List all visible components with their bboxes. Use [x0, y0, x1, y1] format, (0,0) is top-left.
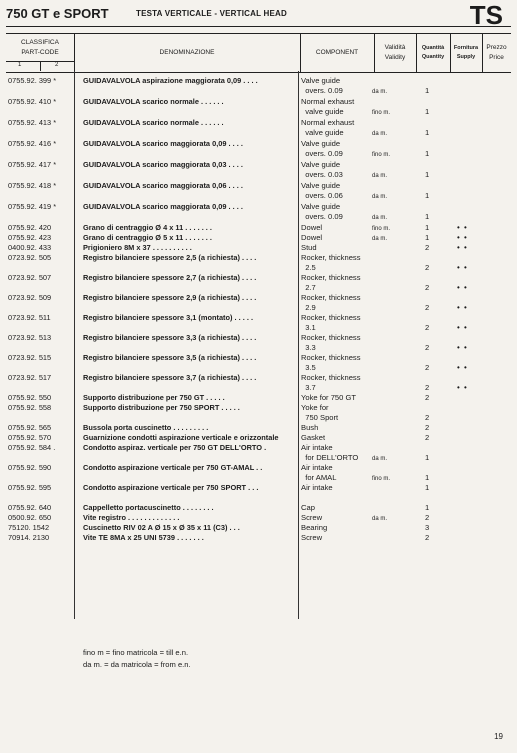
part-component: Rocker, thickness 3.7 [301, 373, 361, 392]
part-quantity: 2 [425, 343, 430, 352]
col-supply [450, 34, 483, 72]
part-validity: fino m. [372, 226, 391, 232]
part-validity: fino m. [372, 110, 391, 116]
part-quantity: 2 [425, 513, 430, 522]
part-description: Vite TE 8MA x 25 UNI 5739 . . . . . . . [83, 533, 204, 542]
part-validity: da m. [372, 131, 388, 137]
part-component: Gasket [301, 433, 326, 442]
part-description: Prigioniero 8M x 37 . . . . . . . . . . [83, 243, 192, 252]
part-code: 0755.92. 416 * [8, 139, 57, 148]
part-description: GUIDAVALVOLA scarico maggiorata 0,09 . . . . [83, 139, 243, 148]
part-validity: da m. [372, 215, 388, 221]
col-quantity-line2: Quantity [421, 54, 445, 60]
part-description: Registro bilanciere spessore 2,5 (a richiesta) . . . . [83, 253, 257, 262]
part-component: Rocker, thickness 2.9 [301, 293, 361, 312]
part-description: Registro bilanciere spessore 2,7 (a richiesta) . . . . [83, 273, 257, 282]
part-description: GUIDAVALVOLA scarico normale . . . . . . [83, 97, 224, 106]
part-description: Grano di centraggio Ø 5 x 11 . . . . . . . [83, 233, 212, 242]
part-component: Rocker, thickness 2.7 [301, 273, 361, 292]
part-supply: • • [457, 263, 468, 272]
part-quantity: 2 [425, 433, 430, 442]
part-quantity: 1 [425, 128, 430, 137]
part-code: 0723.92. 509 [8, 293, 52, 302]
part-description: Supporto distribuzione per 750 SPORT . . . . . [83, 403, 240, 412]
col-part-code-line1: CLASSIFICA [21, 39, 59, 46]
part-code: 0755.92. 565 [8, 423, 52, 432]
part-validity: da m. [372, 173, 388, 179]
part-component: Rocker, thickness 3.3 [301, 333, 361, 352]
part-code: 0755.92. 595 [8, 483, 52, 492]
part-supply: • • [457, 363, 468, 372]
column-rule [74, 71, 75, 619]
part-code: 0723.92. 517 [8, 373, 52, 382]
part-quantity: 1 [425, 453, 430, 462]
part-validity: fino m. [372, 476, 391, 482]
part-component: Yoke for 750 Sport [301, 403, 339, 422]
part-component: Air intake for AMAL [301, 463, 337, 482]
part-description: Cappelletto portacuscinetto . . . . . . . . [83, 503, 214, 512]
part-quantity: 1 [425, 233, 430, 242]
part-code: 0755.92. 550 [8, 393, 52, 402]
part-code: 70914. 2130 [8, 533, 50, 542]
part-component: Dowel [301, 223, 323, 232]
part-description: GUIDAVALVOLA scarico normale . . . . . . [83, 118, 224, 127]
part-component: Rocker, thickness 2.5 [301, 253, 361, 272]
part-code: 0755.92. 417 * [8, 160, 57, 169]
part-code: 0723.92. 505 [8, 253, 52, 262]
col-supply-line1: Fornitura [453, 45, 479, 52]
part-supply: • • [457, 223, 468, 232]
part-component: Valve guide overs. 0.06 [301, 181, 343, 200]
part-quantity: 2 [425, 283, 430, 292]
part-quantity: 1 [425, 149, 430, 158]
part-component: Cap [301, 503, 315, 512]
part-quantity: 2 [425, 413, 430, 422]
part-validity: fino m. [372, 152, 391, 158]
part-component: Normal exhaust valve guide [301, 118, 355, 137]
part-component: Valve guide overs. 0.09 [301, 76, 343, 95]
col-quantity-line1: Quantità [421, 45, 445, 52]
part-supply: • • [457, 383, 468, 392]
footnote-from: da m. = da matricola = from e.n. [83, 660, 191, 669]
part-description: Registro bilanciere spessore 3,7 (a richiesta) . . . . [83, 373, 257, 382]
section-code: TS [469, 0, 503, 30]
part-component: Bush [301, 423, 319, 432]
part-description: Supporto distribuzione per 750 GT . . . . . [83, 393, 225, 402]
part-code: 0755.92. 410 * [8, 97, 57, 106]
part-code: 0755.92. 558 [8, 403, 52, 412]
header-rule [6, 26, 511, 27]
col-validity-line2: Validity [384, 54, 406, 61]
part-component: Dowel [301, 233, 323, 242]
part-quantity: 1 [425, 212, 430, 221]
col-price [482, 34, 511, 72]
part-supply: • • [457, 343, 468, 352]
col-denominazione: DENOMINAZIONE [74, 34, 301, 72]
part-description: GUIDAVALVOLA scarico maggiorata 0,03 . . . . [83, 160, 243, 169]
part-component: Screw [301, 513, 323, 522]
part-quantity: 2 [425, 383, 430, 392]
part-component: Stud [301, 243, 317, 252]
part-description: Registro bilanciere spessore 3,5 (a richiesta) . . . . [83, 353, 257, 362]
part-supply: • • [457, 283, 468, 292]
part-quantity: 1 [425, 107, 430, 116]
part-component: Valve guide overs. 0.09 [301, 139, 343, 158]
part-validity: da m. [372, 456, 388, 462]
footnote-till: fino m = fino matricola = till e.n. [83, 648, 189, 657]
part-supply: • • [457, 233, 468, 242]
part-code: 0723.92. 513 [8, 333, 52, 342]
part-description: Bussola porta cuscinetto . . . . . . . . . [83, 423, 209, 432]
part-code: 0723.92. 515 [8, 353, 52, 362]
col-validity-line1: Validità [384, 43, 406, 51]
part-component: Bearing [301, 523, 328, 532]
part-quantity: 1 [425, 473, 430, 482]
part-code: 0755.92. 413 * [8, 118, 57, 127]
part-quantity: 2 [425, 363, 430, 372]
part-code: 0400.92. 433 [8, 243, 52, 252]
part-code: 0500.92. 650 [8, 513, 52, 522]
part-description: Vite registro . . . . . . . . . . . . . [83, 513, 180, 522]
part-code: 0755.92. 418 * [8, 181, 57, 190]
part-validity: da m. [372, 516, 388, 522]
part-component: Rocker, thickness 3.1 [301, 313, 361, 332]
col-quantity [416, 34, 451, 72]
part-description: Condotto aspiraz. verticale per 750 GT DELL'ORTO . [83, 443, 267, 452]
part-quantity: 2 [425, 423, 430, 432]
part-code: 0755.92. 590 [8, 463, 52, 472]
col-price-line2: Price [489, 54, 504, 61]
model-title: 750 GT e SPORT [6, 6, 109, 21]
part-quantity: 2 [425, 533, 430, 542]
part-quantity: 1 [425, 191, 430, 200]
part-component: Screw [301, 533, 323, 542]
part-description: Condotto aspirazione verticale per 750 SPORT . . . [83, 483, 259, 492]
part-description: Registro bilanciere spessore 2,9 (a richiesta) . . . . [83, 293, 257, 302]
part-description: Registro bilanciere spessore 3,3 (a richiesta) . . . . [83, 333, 257, 342]
part-code: 0755.92. 423 [8, 233, 52, 242]
part-component: Valve guide overs. 0.09 [301, 202, 343, 221]
part-component: Normal exhaust valve guide [301, 97, 355, 116]
sub-col-1: 1 [18, 62, 22, 68]
part-description: Condotto aspirazione verticale per 750 GT-AMAL . . [83, 463, 263, 472]
part-code: 0755.92. 420 [8, 223, 52, 232]
part-quantity: 1 [425, 86, 430, 95]
part-quantity: 2 [425, 263, 430, 272]
part-quantity: 1 [425, 503, 430, 512]
part-code: 0755.92. 419 * [8, 202, 57, 211]
part-description: Grano di centraggio Ø 4 x 11 . . . . . . . [83, 223, 212, 232]
part-validity: da m. [372, 194, 388, 200]
part-description: GUIDAVALVOLA scarico maggiorata 0,09 . . . . [83, 202, 243, 211]
part-quantity: 1 [425, 170, 430, 179]
part-code: 75120. 1542 [8, 523, 50, 532]
part-quantity: 1 [425, 483, 430, 492]
col-component: COMPONENT [300, 34, 375, 72]
part-quantity: 2 [425, 243, 430, 252]
part-code: 0755.92. 399 * [8, 76, 57, 85]
part-validity: da m. [372, 236, 388, 242]
part-code: 0755.92. 640 [8, 503, 52, 512]
sub-col-divider [40, 61, 41, 71]
part-code: 0723.92. 507 [8, 273, 52, 282]
part-quantity: 2 [425, 323, 430, 332]
col-part-code-line2: PART-CODE [21, 49, 59, 57]
col-supply-line2: Supply [456, 54, 476, 60]
part-supply: • • [457, 243, 468, 252]
section-title: TESTA VERTICALE - VERTICAL HEAD [136, 9, 287, 18]
column-rule [298, 71, 299, 619]
part-code: 0755.92. 570 [8, 433, 52, 442]
part-supply: • • [457, 323, 468, 332]
part-code: 0723.92. 511 [8, 313, 51, 322]
part-code: 0755.92. 584 . [8, 443, 56, 452]
column-header-row [6, 33, 511, 73]
part-quantity: 1 [425, 223, 430, 232]
part-supply: • • [457, 303, 468, 312]
col-price-line1: Prezzo [486, 43, 507, 51]
part-component: Yoke for 750 GT [301, 393, 357, 402]
part-description: Registro bilanciere spessore 3,1 (montato) . . . . . [83, 313, 254, 322]
part-quantity: 3 [425, 523, 430, 532]
part-component: Rocker, thickness 3.5 [301, 353, 361, 372]
part-component: Air intake for DELL'ORTO [301, 443, 359, 462]
part-description: Guarnizione condotti aspirazione verticale e orizzontale [83, 433, 279, 442]
part-description: Cuscinetto RIV 02 A Ø 15 x Ø 35 x 11 (C3) . . . [83, 523, 240, 532]
page-number: 19 [494, 732, 503, 741]
part-description: GUIDAVALVOLA aspirazione maggiorata 0,09 . . . . [83, 76, 258, 85]
part-quantity: 2 [425, 393, 430, 402]
sub-col-2: 2 [55, 62, 59, 68]
part-component: Valve guide overs. 0.03 [301, 160, 343, 179]
col-validity [374, 34, 417, 72]
part-description: GUIDAVALVOLA scarico maggiorata 0,06 . . . . [83, 181, 243, 190]
part-quantity: 2 [425, 303, 430, 312]
part-validity: da m. [372, 89, 388, 95]
part-component: Air intake [301, 483, 333, 492]
